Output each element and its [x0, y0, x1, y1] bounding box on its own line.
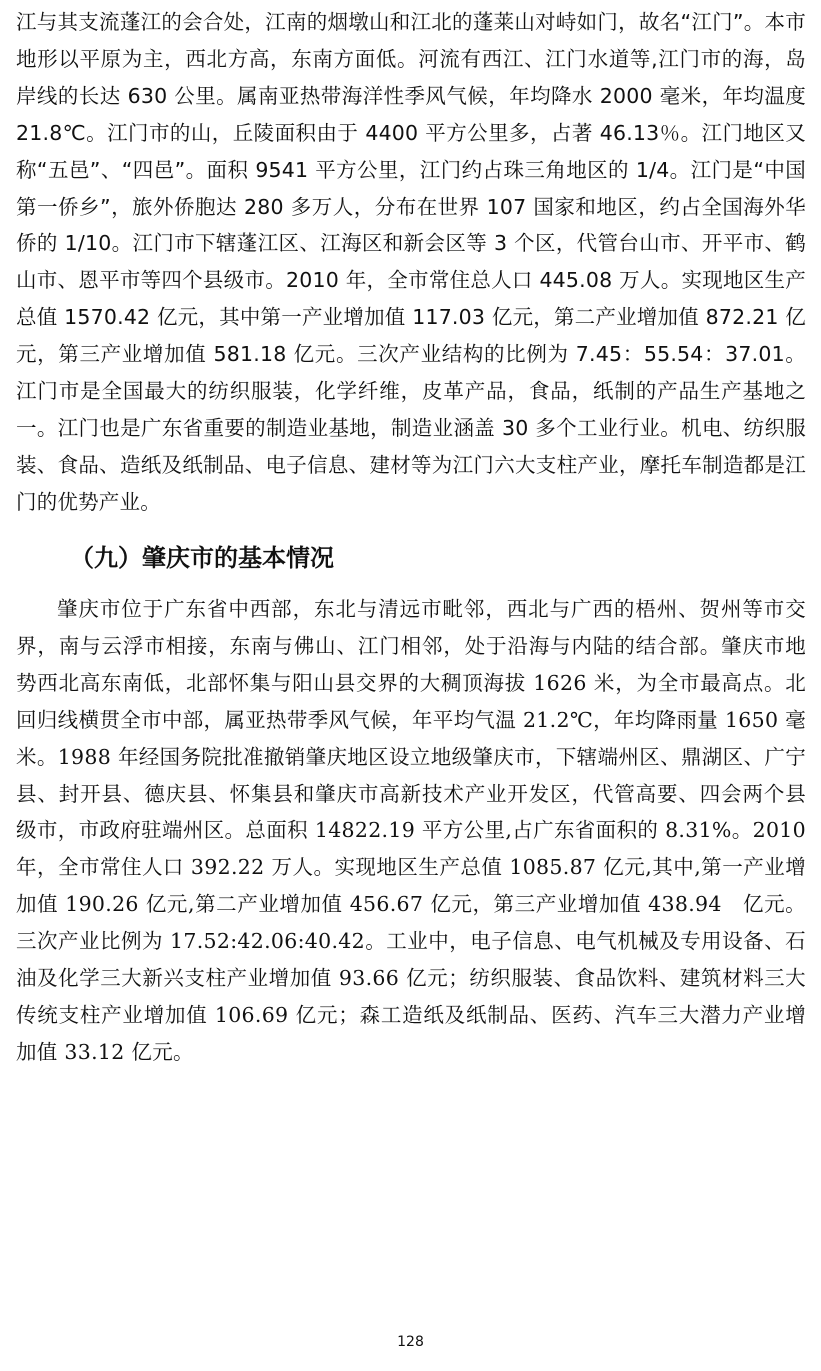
- section-heading-zhaoqing: （九）肇庆市的基本情况: [70, 544, 334, 572]
- paragraph-jiangmen: 江与其支流蓬江的会合处，江南的烟墩山和江北的蓬莱山对峙如门，故名“江门”。本市地形以平原为主，西北方高，东南方面低。河流有西江、江门水道等,江门市的海，岛岸线的长达 630 公里。属南亚热带海洋性季风气候，年均降水 2000 毫米，年均温度 21.8℃。江门市的山，丘陵面积由于 4400 平方公里多，占著 46.13％。江门地区又称“五邑”、“四邑”。面积 9541 平方公里，江门约占珠三角地区的 1/4。江门是“中国第一侨乡”，旅外侨胞达 280 多万人，分布在世界 107 国家和地区，约占全国海外华侨的 1/10。江门市下辖蓬江区、江海区和新会区等 3 个区，代管台山市、开平市、鹤山市、恩平市等四个县级市。2010 年，全市常住总人口 445.08 万人。实现地区生产总值 1570.42 亿元，其中第一产业增加值 117.03 亿元，第二产业增加值 872.21 亿元，第三产业增加值 581.18 亿元。三次产业结构的比例为 7.45：55.54：37.01。江门市是全国最大的纺织服装，化学纤维，皮革产品，食品，纸制的产品生产基地之一。江门也是广东省重要的制造业基地，制造业涵盖 30 多个工业行业。机电、纺织服装、食品、造纸及纸制品、电子信息、建材等为江门六大支柱产业，摩托车制造都是江门的优势产业。: [16, 10, 806, 514]
- page-number: 128: [397, 1334, 424, 1350]
- paragraph-zhaoqing: 肇庆市位于广东省中西部，东北与清远市毗邻，西北与广西的梧州、贺州等市交界，南与云浮市相接，东南与佛山、江门相邻，处于沿海与内陆的结合部。肇庆市地势西北高东南低，北部怀集与阳山县交界的大稠顶海拔 1626 米，为全市最高点。北回归线横贯全市中部，属亚热带季风气候，年平均气温 21.2℃，年均降雨量 1650 毫米。1988 年经国务院批准撤销肇庆地区设立地级肇庆市，下辖端州区、鼎湖区、广宁县、封开县、德庆县、怀集县和肇庆市高新技术产业开发区，代管高要、四会两个县级市，市政府驻端州区。总面积 14822.19 平方公里,占广东省面积的 8.31%。2010 年，全市常住人口 392.22 万人。实现地区生产总值 1085.87 亿元,其中,第一产业增加值 190.26 亿元,第二产业增加值 456.67 亿元，第三产业增加值 438.94 亿元。三次产业比例为 17.52:42.06:40.42。工业中，电子信息、电气机械及专用设备、石油及化学三大新兴支柱产业增加值 93.66 亿元；纺织服装、食品饮料、建筑材料三大传统支柱产业增加值 106.69 亿元；森工造纸及纸制品、医药、汽车三大潜力产业增加值 33.12 亿元。: [16, 597, 806, 1064]
